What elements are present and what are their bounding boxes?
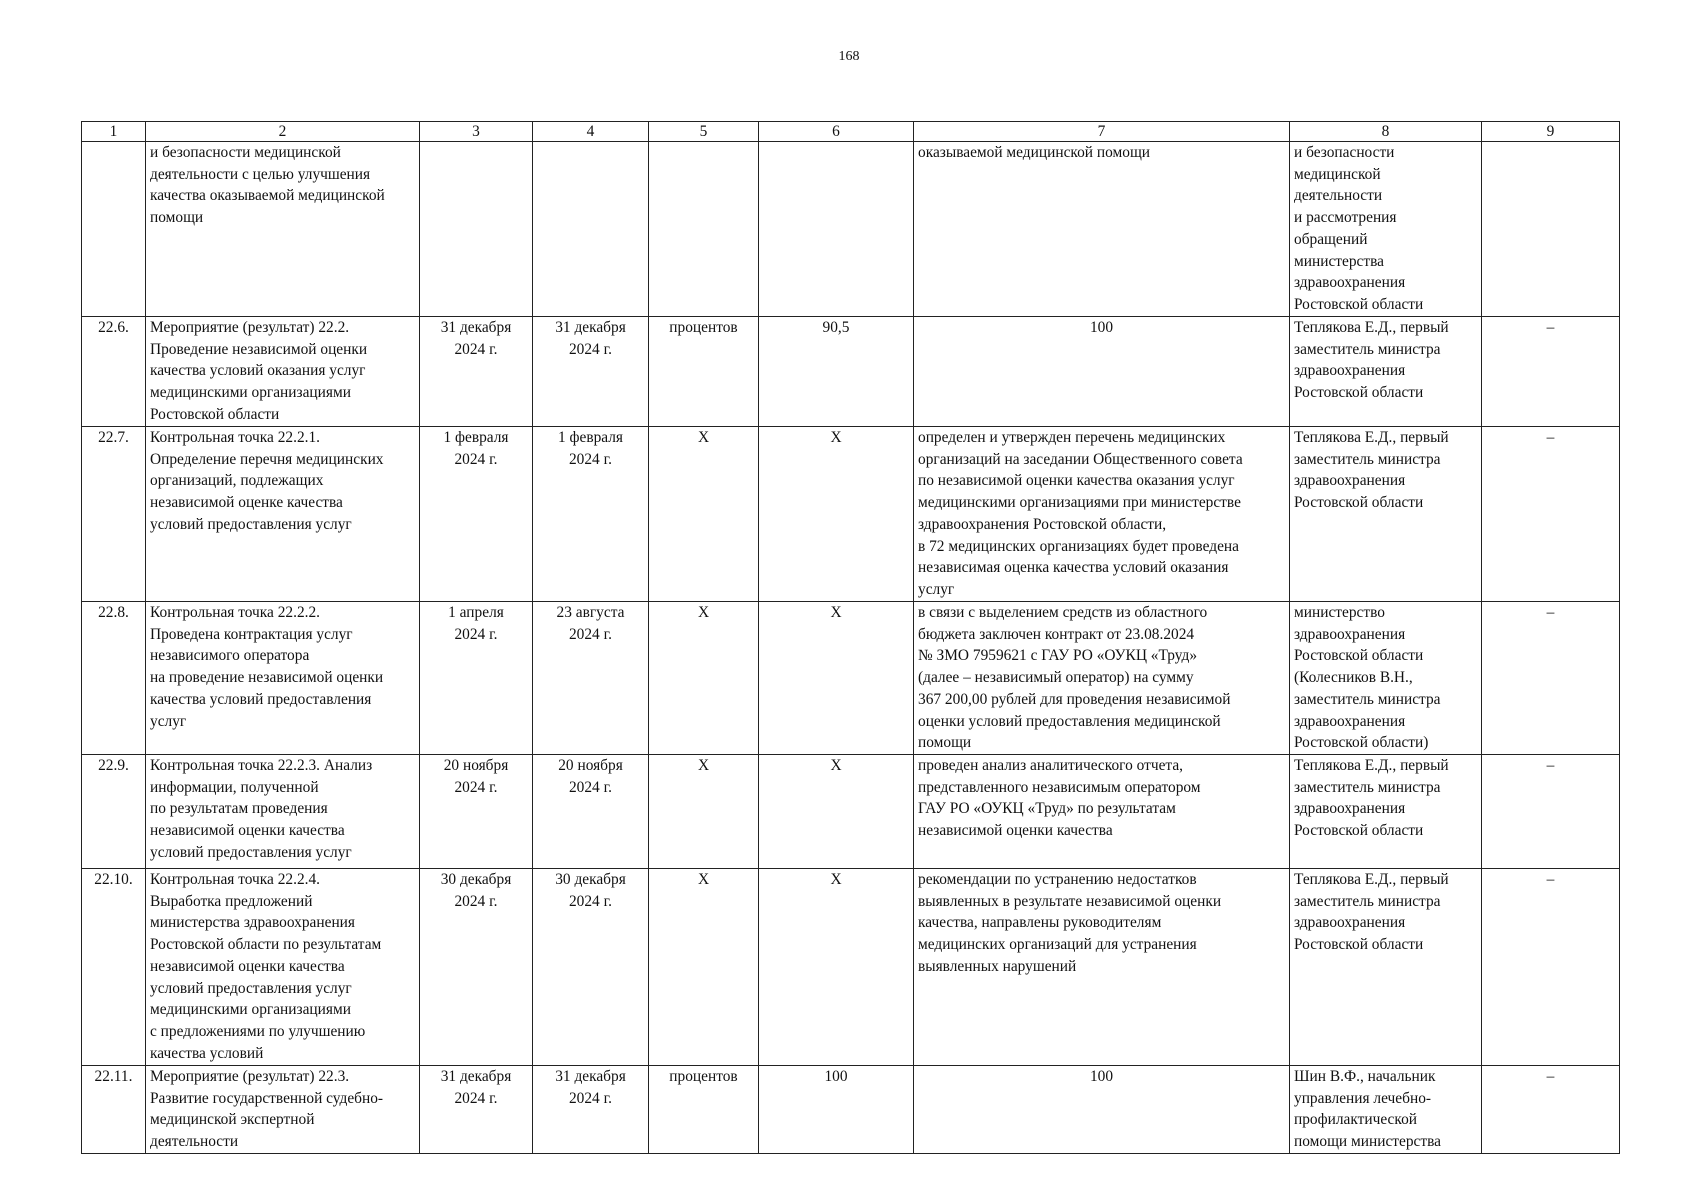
activity-name-cell: Мероприятие (результат) 22.2. Проведение независимой оценки качества условий оказания услуг медицинскими организациями Ростовской области: [146, 317, 420, 427]
note-cell: –: [1482, 869, 1620, 1066]
responsible-cell: Теплякова Е.Д., первый заместитель министра здравоохранения Ростовской области: [1290, 427, 1482, 602]
report-table: [81, 121, 1620, 1154]
column-header: 8: [1290, 122, 1482, 142]
column-header: 1: [82, 122, 146, 142]
start-date-cell: 20 ноября 2024 г.: [420, 755, 533, 869]
plan-value-cell: Х: [759, 427, 914, 602]
table-row: [82, 869, 1620, 1066]
end-date-cell: 23 августа 2024 г.: [533, 602, 649, 755]
unit-cell: Х: [649, 602, 759, 755]
column-header: 9: [1482, 122, 1620, 142]
column-header: 6: [759, 122, 914, 142]
table-row: [82, 427, 1620, 602]
fact-result-cell: проведен анализ аналитического отчета, представленного независимым оператором ГАУ РО «ОУКЦ «Труд» по результатам независимой оценки качества: [914, 755, 1290, 869]
activity-name-cell: Контрольная точка 22.2.4. Выработка предложений министерства здравоохранения Ростовской области по результатам независимой оценки качества условий предоставления услуг медицинскими организациями с предложениями по улучшению качества условий: [146, 869, 420, 1066]
unit-cell: Х: [649, 869, 759, 1066]
responsible-cell: Теплякова Е.Д., первый заместитель министра здравоохранения Ростовской области: [1290, 317, 1482, 427]
plan-value-cell: 100: [759, 1066, 914, 1154]
fact-result-cell: оказываемой медицинской помощи: [914, 142, 1290, 317]
start-date-cell: 31 декабря 2024 г.: [420, 317, 533, 427]
activity-name-cell: Контрольная точка 22.2.1. Определение перечня медицинских организаций, подлежащих независимой оценке качества условий предоставления услуг: [146, 427, 420, 602]
row-number-cell: 22.7.: [82, 427, 146, 602]
unit-cell: процентов: [649, 1066, 759, 1154]
table-row: [82, 755, 1620, 869]
column-header: 5: [649, 122, 759, 142]
fact-result-cell: в связи с выделением средств из областного бюджета заключен контракт от 23.08.2024 № ЗМО 7959621 с ГАУ РО «ОУКЦ «Труд» (далее – независимый оператор) на сумму 367 200,00 рублей для проведения независимой оценки условий предоставления медицинской помощи: [914, 602, 1290, 755]
table-row: [82, 602, 1620, 755]
responsible-cell: Теплякова Е.Д., первый заместитель министра здравоохранения Ростовской области: [1290, 869, 1482, 1066]
fact-result-cell: 100: [914, 317, 1290, 427]
column-header: 2: [146, 122, 420, 142]
row-number-cell: 22.11.: [82, 1066, 146, 1154]
table-row: [82, 317, 1620, 427]
start-date-cell: 1 апреля 2024 г.: [420, 602, 533, 755]
plan-value-cell: Х: [759, 602, 914, 755]
end-date-cell: 30 декабря 2024 г.: [533, 869, 649, 1066]
fact-result-cell: рекомендации по устранению недостатков выявленных в результате независимой оценки качества, направлены руководителям медицинских организаций для устранения выявленных нарушений: [914, 869, 1290, 1066]
end-date-cell: 31 декабря 2024 г.: [533, 317, 649, 427]
unit-cell: Х: [649, 755, 759, 869]
responsible-cell: Шин В.Ф., начальник управления лечебно- профилактической помощи министерства: [1290, 1066, 1482, 1154]
row-number-cell: 22.8.: [82, 602, 146, 755]
column-header: 7: [914, 122, 1290, 142]
plan-value-cell: [759, 142, 914, 317]
fact-result-cell: определен и утвержден перечень медицинских организаций на заседании Общественного совета по независимой оценки качества оказания услуг медицинскими организациями при министерстве здравоохранения Ростовской области, в 72 медицинских организациях будет проведена независимая оценка качества условий оказания услуг: [914, 427, 1290, 602]
plan-value-cell: Х: [759, 869, 914, 1066]
note-cell: –: [1482, 427, 1620, 602]
table-row: [82, 142, 1620, 317]
start-date-cell: [420, 142, 533, 317]
plan-value-cell: 90,5: [759, 317, 914, 427]
note-cell: –: [1482, 602, 1620, 755]
note-cell: –: [1482, 317, 1620, 427]
column-header: 3: [420, 122, 533, 142]
unit-cell: Х: [649, 427, 759, 602]
end-date-cell: 20 ноября 2024 г.: [533, 755, 649, 869]
responsible-cell: и безопасности медицинской деятельности и рассмотрения обращений министерства здравоохранения Ростовской области: [1290, 142, 1482, 317]
row-number-cell: [82, 142, 146, 317]
start-date-cell: 31 декабря 2024 г.: [420, 1066, 533, 1154]
note-cell: –: [1482, 1066, 1620, 1154]
end-date-cell: [533, 142, 649, 317]
activity-name-cell: Контрольная точка 22.2.3. Анализ информации, полученной по результатам проведения независимой оценки качества условий предоставления услуг: [146, 755, 420, 869]
plan-value-cell: Х: [759, 755, 914, 869]
table-row: [82, 1066, 1620, 1154]
start-date-cell: 30 декабря 2024 г.: [420, 869, 533, 1066]
unit-cell: процентов: [649, 317, 759, 427]
end-date-cell: 31 декабря 2024 г.: [533, 1066, 649, 1154]
column-header: 4: [533, 122, 649, 142]
row-number-cell: 22.6.: [82, 317, 146, 427]
responsible-cell: Теплякова Е.Д., первый заместитель министра здравоохранения Ростовской области: [1290, 755, 1482, 869]
unit-cell: [649, 142, 759, 317]
start-date-cell: 1 февраля 2024 г.: [420, 427, 533, 602]
page-number: 168: [838, 49, 860, 64]
activity-name-cell: Контрольная точка 22.2.2. Проведена контрактация услуг независимого оператора на проведение независимой оценки качества условий предоставления услуг: [146, 602, 420, 755]
end-date-cell: 1 февраля 2024 г.: [533, 427, 649, 602]
responsible-cell: министерство здравоохранения Ростовской области (Колесников В.Н., заместитель министра здравоохранения Ростовской области): [1290, 602, 1482, 755]
row-number-cell: 22.9.: [82, 755, 146, 869]
note-cell: –: [1482, 755, 1620, 869]
table-header-row: [82, 122, 1620, 142]
activity-name-cell: Мероприятие (результат) 22.3. Развитие государственной судебно- медицинской экспертной деятельности: [146, 1066, 420, 1154]
activity-name-cell: и безопасности медицинской деятельности с целью улучшения качества оказываемой медицинской помощи: [146, 142, 420, 317]
row-number-cell: 22.10.: [82, 869, 146, 1066]
note-cell: [1482, 142, 1620, 317]
fact-result-cell: 100: [914, 1066, 1290, 1154]
